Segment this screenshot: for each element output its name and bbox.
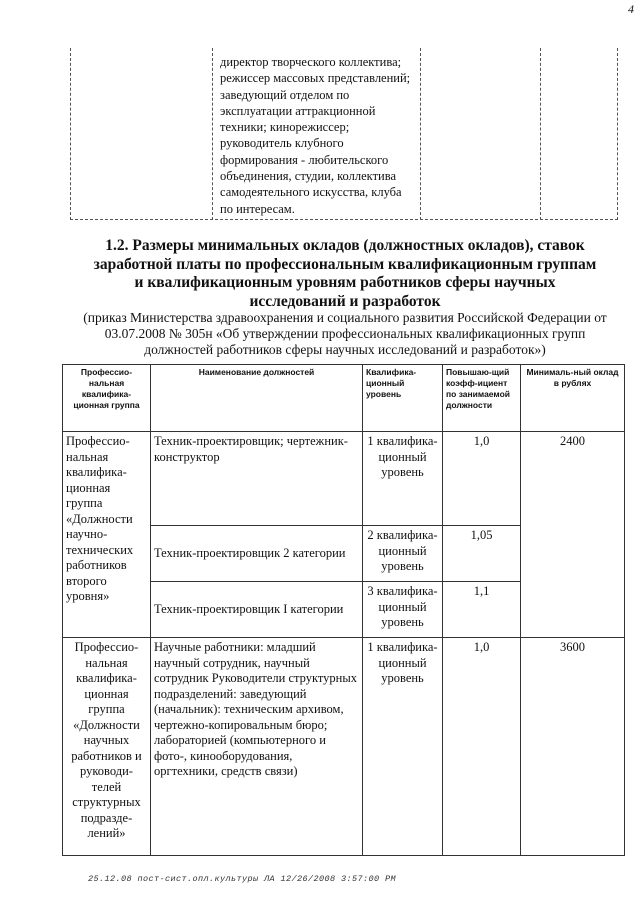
group1-label: Профессио-нальная квалифика-ционная группа «Должности научно-технических работников второго уровня» <box>63 432 151 638</box>
document-footer: 25.12.08 пост-сист.опл.культуры ЛА 12/26/2008 3:57:00 PM <box>88 874 397 884</box>
table-row <box>63 432 625 526</box>
group2-label: Профессио-нальная квалифика-ционная группа «Должности научных работников и руководи-телей структурных подразде-лений» <box>63 638 151 856</box>
qualification-level: 2 квалифика-ционный уровень <box>363 526 443 582</box>
header-group: Профессио-нальная квалифика-ционная группа <box>63 365 151 432</box>
coefficient: 1,05 <box>443 526 521 582</box>
position-name: Научные работники: младший научный сотрудник, научный сотрудник Руководители структурных подразделений: заведующий (начальник): техническим архивом, чертежно-копировальным бюро; лабораторией (компьютерного и фото-, кинооборудования, оргтехники, средств связи) <box>151 638 363 856</box>
qualification-level: 1 квалифика-ционный уровень <box>363 432 443 526</box>
header-level: Квалифика-ционный уровень <box>363 365 443 432</box>
page-number-mark: 4 <box>628 2 634 16</box>
continuation-cell-text: директор творческого коллектива; режиссер массовых представлений; заведующий отделом по эксплуатации аттракционной техники; кинорежиссер; руководитель клубного формирования - любительского объединения, студии, коллектива самодеятельного искусства, клуба по интересам. <box>220 55 411 216</box>
table-divider <box>540 48 541 220</box>
order-reference: (приказ Министерства здравоохранения и социального развития Российской Федерации от 03.07.2008 № 305н «Об утверждении профессиональных квалификационных групп должностей работников сферы научных исследований и разработок») <box>83 310 607 357</box>
position-name: Техник-проектировщик I категории <box>151 582 363 638</box>
salary-table <box>62 364 625 856</box>
coefficient: 1,1 <box>443 582 521 638</box>
table-row <box>63 638 625 856</box>
header-coefficient: Повышаю-щий коэфф-ициент по занимаемой должности <box>443 365 521 432</box>
header-position-name: Наименование должностей <box>151 365 363 432</box>
table-divider <box>212 48 213 220</box>
table-divider <box>70 48 71 220</box>
table-header-row <box>63 365 625 432</box>
qualification-level: 1 квалифика-ционный уровень <box>363 638 443 856</box>
position-name: Техник-проектировщик 2 категории <box>151 526 363 582</box>
header-min-salary: Минималь-ный оклад в рублях <box>521 365 625 432</box>
table-bottom-border <box>70 219 618 220</box>
coefficient: 1,0 <box>443 432 521 526</box>
coefficient: 1,0 <box>443 638 521 856</box>
table-divider <box>617 48 618 220</box>
position-name: Техник-проектировщик; чертежник-конструктор <box>151 432 363 526</box>
section-heading: 1.2. Размеры минимальных окладов (должностных окладов), ставок заработной платы по профессиональным квалификационным группам и квалификационным уровням работников сферы научных исследований и разработок <box>93 237 597 310</box>
qualification-level: 3 квалифика-ционный уровень <box>363 582 443 638</box>
group2-salary: 3600 <box>521 638 625 856</box>
continuation-table <box>70 48 618 220</box>
group1-salary: 2400 <box>521 432 625 638</box>
table-divider <box>420 48 421 220</box>
